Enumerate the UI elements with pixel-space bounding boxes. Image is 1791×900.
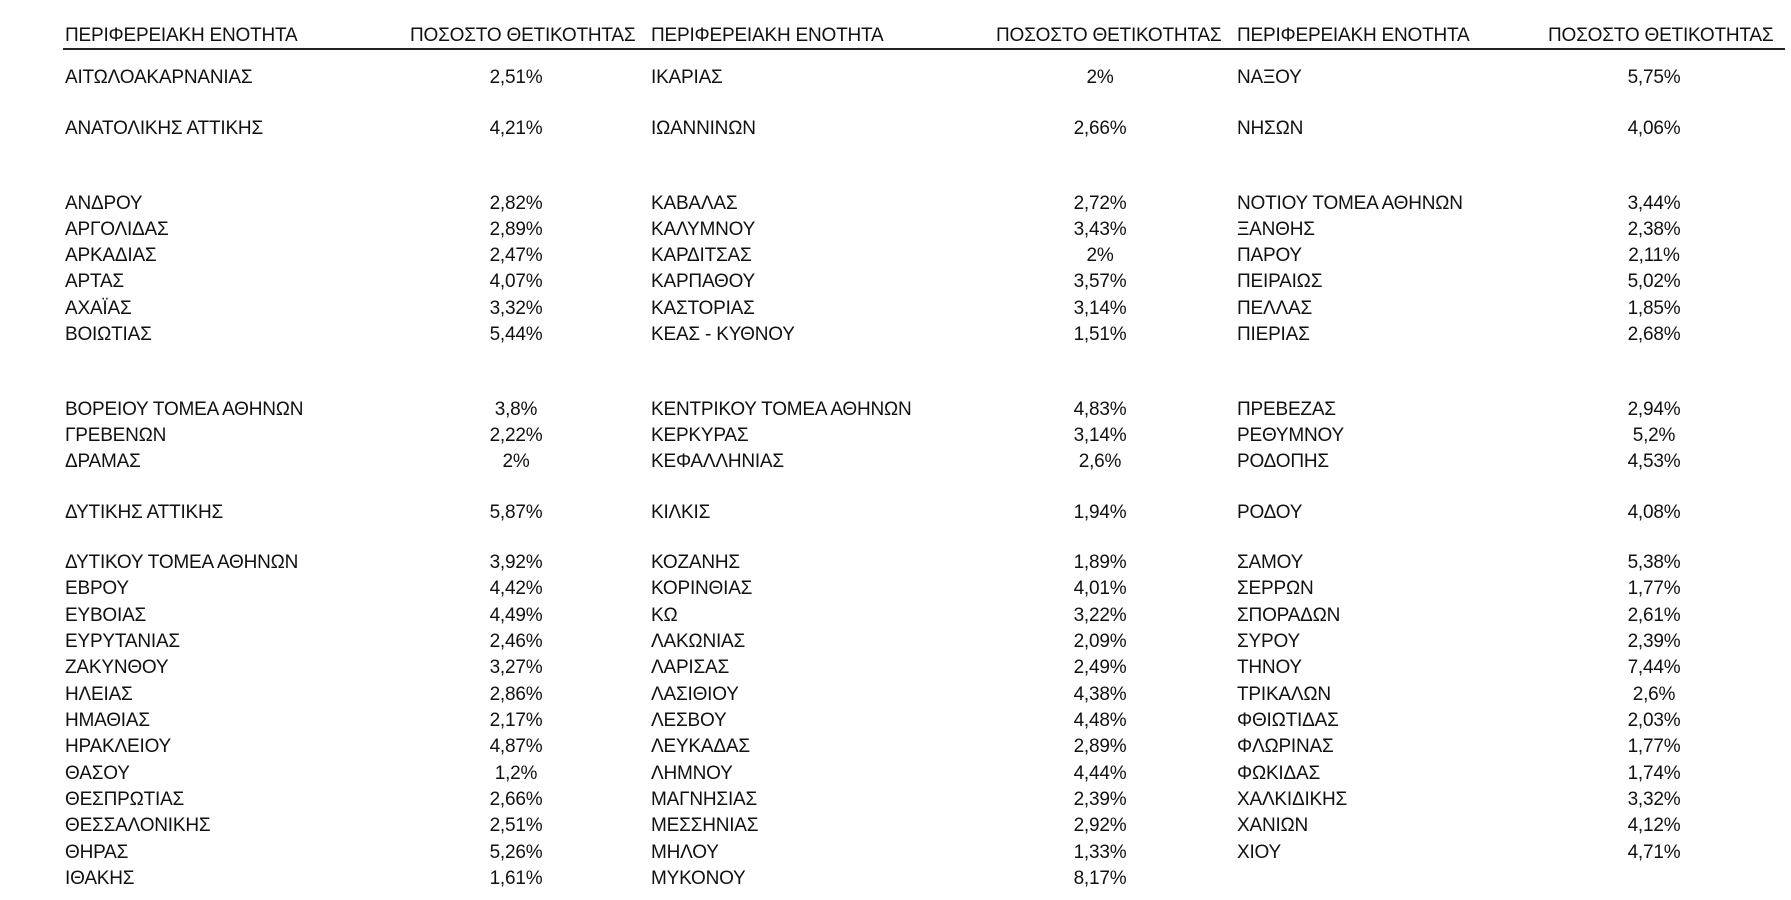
region-name: ΣΠΟΡΑΔΩΝ — [1237, 605, 1341, 626]
positivity-rate: 2,47% — [489, 245, 543, 266]
positivity-rate: 4,53% — [1627, 451, 1681, 472]
positivity-rate: 4,08% — [1627, 502, 1681, 523]
region-name: ΣΑΜΟΥ — [1237, 552, 1304, 573]
positivity-rate: 1,85% — [1627, 298, 1681, 319]
positivity-rate: 1,33% — [1073, 842, 1127, 863]
positivity-rate: 2% — [1086, 67, 1114, 88]
region-name: ΠΑΡΟΥ — [1237, 245, 1302, 266]
positivity-rate: 1,94% — [1073, 502, 1127, 523]
column-header-region: ΠΕΡΙΦΕΡΕΙΑΚΗ ΕΝΟΤΗΤΑ — [651, 25, 884, 46]
positivity-rate: 2% — [1086, 245, 1114, 266]
positivity-rate: 2,39% — [1627, 631, 1681, 652]
region-name: ΒΟΙΩΤΙΑΣ — [65, 324, 152, 345]
region-name: ΚΑΒΑΛΑΣ — [651, 193, 738, 214]
region-name: ΗΡΑΚΛΕΙΟΥ — [65, 736, 172, 757]
positivity-rate: 1,61% — [489, 868, 543, 889]
column-header-region: ΠΕΡΙΦΕΡΕΙΑΚΗ ΕΝΟΤΗΤΑ — [1237, 25, 1470, 46]
positivity-rate: 2,39% — [1073, 789, 1127, 810]
region-name: ΑΡΓΟΛΙΔΑΣ — [65, 219, 169, 240]
positivity-rate: 5,44% — [489, 324, 543, 345]
region-name: ΡΟΔΟΠΗΣ — [1237, 451, 1329, 472]
region-name: ΕΥΒΟΙΑΣ — [65, 605, 147, 626]
positivity-rate: 2% — [502, 451, 530, 472]
positivity-rate: 1,2% — [494, 763, 538, 784]
region-name: ΦΘΙΩΤΙΔΑΣ — [1237, 710, 1339, 731]
region-name: ΘΕΣΣΑΛΟΝΙΚΗΣ — [65, 815, 211, 836]
region-name: ΚΑΡΔΙΤΣΑΣ — [651, 245, 752, 266]
column-header-rate: ΠΟΣΟΣΤΟ ΘΕΤΙΚΟΤΗΤΑΣ — [410, 25, 636, 46]
header-underline — [63, 48, 1785, 50]
positivity-rate: 5,38% — [1627, 552, 1681, 573]
positivity-rate: 2,68% — [1627, 324, 1681, 345]
region-name: ΜΕΣΣΗΝΙΑΣ — [651, 815, 759, 836]
positivity-rate: 2,17% — [489, 710, 543, 731]
region-name: ΧΙΟΥ — [1237, 842, 1281, 863]
positivity-rate: 2,6% — [1632, 684, 1676, 705]
positivity-rate: 2,66% — [489, 789, 543, 810]
region-name: ΦΩΚΙΔΑΣ — [1237, 763, 1321, 784]
region-name: ΒΟΡΕΙΟΥ ΤΟΜΕΑ ΑΘΗΝΩΝ — [65, 399, 304, 420]
positivity-rate: 1,77% — [1627, 578, 1681, 599]
positivity-rate: 3,92% — [489, 552, 543, 573]
region-name: ΛΕΥΚΑΔΑΣ — [651, 736, 750, 757]
positivity-rate: 2,49% — [1073, 657, 1127, 678]
region-name: ΛΑΡΙΣΑΣ — [651, 657, 730, 678]
region-name: ΑΧΑΪΑΣ — [65, 298, 132, 319]
positivity-rate: 5,26% — [489, 842, 543, 863]
column-header-region: ΠΕΡΙΦΕΡΕΙΑΚΗ ΕΝΟΤΗΤΑ — [65, 25, 298, 46]
region-name: ΠΡΕΒΕΖΑΣ — [1237, 399, 1336, 420]
positivity-rate: 4,21% — [489, 118, 543, 139]
region-name: ΓΡΕΒΕΝΩΝ — [65, 425, 167, 446]
positivity-rate: 5,75% — [1627, 67, 1681, 88]
positivity-rate: 5,2% — [1632, 425, 1676, 446]
positivity-rate: 3,14% — [1073, 425, 1127, 446]
region-name: ΝΗΣΩΝ — [1237, 118, 1304, 139]
positivity-rate: 4,12% — [1627, 815, 1681, 836]
positivity-rate: 4,38% — [1073, 684, 1127, 705]
positivity-rate: 3,57% — [1073, 271, 1127, 292]
region-name: ΖΑΚΥΝΘΟΥ — [65, 657, 169, 678]
region-name: ΡΕΘΥΜΝΟΥ — [1237, 425, 1344, 446]
positivity-rate: 4,01% — [1073, 578, 1127, 599]
positivity-rate: 4,49% — [489, 605, 543, 626]
region-name: ΑΝΔΡΟΥ — [65, 193, 143, 214]
region-name: ΡΟΔΟΥ — [1237, 502, 1303, 523]
positivity-rate: 4,87% — [489, 736, 543, 757]
region-name: ΣΕΡΡΩΝ — [1237, 578, 1314, 599]
positivity-rate: 2,46% — [489, 631, 543, 652]
region-name: ΑΝΑΤΟΛΙΚΗΣ ΑΤΤΙΚΗΣ — [65, 118, 263, 139]
region-name: ΜΗΛΟΥ — [651, 842, 719, 863]
region-name: ΚΑΡΠΑΘΟΥ — [651, 271, 756, 292]
region-name: ΚΕΡΚΥΡΑΣ — [651, 425, 749, 446]
region-name: ΔΡΑΜΑΣ — [65, 451, 141, 472]
region-name: ΙΘΑΚΗΣ — [65, 868, 135, 889]
region-name: ΠΕΛΛΑΣ — [1237, 298, 1312, 319]
positivity-rate: 2,66% — [1073, 118, 1127, 139]
positivity-rate: 4,48% — [1073, 710, 1127, 731]
positivity-rate: 2,51% — [489, 67, 543, 88]
region-name: ΧΑΛΚΙΔΙΚΗΣ — [1237, 789, 1348, 810]
region-name: ΞΑΝΘΗΣ — [1237, 219, 1315, 240]
positivity-rate: 4,42% — [489, 578, 543, 599]
region-name: ΙΩΑΝΝΙΝΩΝ — [651, 118, 756, 139]
region-name: ΤΗΝΟΥ — [1237, 657, 1302, 678]
region-name: ΑΙΤΩΛΟΑΚΑΡΝΑΝΙΑΣ — [65, 67, 253, 88]
region-name: ΚΑΣΤΟΡΙΑΣ — [651, 298, 755, 319]
region-name: ΛΑΚΩΝΙΑΣ — [651, 631, 746, 652]
positivity-rate: 5,87% — [489, 502, 543, 523]
region-name: ΚΑΛΥΜΝΟΥ — [651, 219, 756, 240]
region-name: ΛΗΜΝΟΥ — [651, 763, 733, 784]
region-name: ΜΑΓΝΗΣΙΑΣ — [651, 789, 758, 810]
region-name: ΚΟΡΙΝΘΙΑΣ — [651, 578, 753, 599]
positivity-rate: 2,51% — [489, 815, 543, 836]
region-name: ΠΙΕΡΙΑΣ — [1237, 324, 1310, 345]
positivity-rate: 2,03% — [1627, 710, 1681, 731]
region-name: ΛΕΣΒΟΥ — [651, 710, 727, 731]
region-name: ΗΛΕΙΑΣ — [65, 684, 133, 705]
region-name: ΘΗΡΑΣ — [65, 842, 129, 863]
positivity-rate: 2,94% — [1627, 399, 1681, 420]
positivity-rate: 4,06% — [1627, 118, 1681, 139]
positivity-rate: 1,74% — [1627, 763, 1681, 784]
region-name: ΚΕΦΑΛΛΗΝΙΑΣ — [651, 451, 784, 472]
positivity-rate: 2,22% — [489, 425, 543, 446]
positivity-rate: 3,14% — [1073, 298, 1127, 319]
positivity-rate: 1,89% — [1073, 552, 1127, 573]
region-name: ΗΜΑΘΙΑΣ — [65, 710, 150, 731]
positivity-rate: 1,51% — [1073, 324, 1127, 345]
region-name: ΜΥΚΟΝΟΥ — [651, 868, 746, 889]
positivity-rate: 2,72% — [1073, 193, 1127, 214]
positivity-rate: 3,27% — [489, 657, 543, 678]
positivity-rate: 4,83% — [1073, 399, 1127, 420]
positivity-rate: 2,86% — [489, 684, 543, 705]
region-name: ΣΥΡΟΥ — [1237, 631, 1300, 652]
region-name: ΑΡΤΑΣ — [65, 271, 124, 292]
positivity-rate: 2,11% — [1628, 245, 1680, 266]
positivity-rate: 4,71% — [1627, 842, 1681, 863]
positivity-rate: 7,44% — [1627, 657, 1681, 678]
region-name: ΔΥΤΙΚΟΥ ΤΟΜΕΑ ΑΘΗΝΩΝ — [65, 552, 299, 573]
region-name: ΚΕΑΣ - ΚΥΘΝΟΥ — [651, 324, 795, 345]
region-name: ΔΥΤΙΚΗΣ ΑΤΤΙΚΗΣ — [65, 502, 224, 523]
positivity-rate: 2,89% — [489, 219, 543, 240]
positivity-rate: 3,32% — [1627, 789, 1681, 810]
positivity-rate: 2,61% — [1627, 605, 1681, 626]
positivity-rate: 3,43% — [1073, 219, 1127, 240]
positivity-rate: 3,44% — [1627, 193, 1681, 214]
region-name: ΙΚΑΡΙΑΣ — [651, 67, 723, 88]
positivity-rate: 3,22% — [1073, 605, 1127, 626]
positivity-rate: 2,82% — [489, 193, 543, 214]
positivity-rate: 2,89% — [1073, 736, 1127, 757]
column-header-rate: ΠΟΣΟΣΤΟ ΘΕΤΙΚΟΤΗΤΑΣ — [996, 25, 1222, 46]
region-name: ΚΩ — [651, 605, 678, 626]
region-name: ΧΑΝΙΩΝ — [1237, 815, 1309, 836]
region-name: ΛΑΣΙΘΙΟΥ — [651, 684, 739, 705]
positivity-rate: 4,44% — [1073, 763, 1127, 784]
column-header-rate: ΠΟΣΟΣΤΟ ΘΕΤΙΚΟΤΗΤΑΣ — [1548, 25, 1774, 46]
positivity-rate: 2,38% — [1627, 219, 1681, 240]
region-name: ΠΕΙΡΑΙΩΣ — [1237, 271, 1323, 292]
positivity-rate: 3,8% — [494, 399, 538, 420]
region-name: ΕΥΡΥΤΑΝΙΑΣ — [65, 631, 180, 652]
positivity-rate: 5,02% — [1627, 271, 1681, 292]
region-name: ΚΙΛΚΙΣ — [651, 502, 711, 523]
positivity-rate: 3,32% — [489, 298, 543, 319]
positivity-rate: 4,07% — [489, 271, 543, 292]
positivity-rate: 2,09% — [1073, 631, 1127, 652]
positivity-rate: 1,77% — [1627, 736, 1681, 757]
region-name: ΘΑΣΟΥ — [65, 763, 130, 784]
positivity-rate: 2,6% — [1078, 451, 1122, 472]
region-name: ΤΡΙΚΑΛΩΝ — [1237, 684, 1331, 705]
region-name: ΦΛΩΡΙΝΑΣ — [1237, 736, 1334, 757]
region-name: ΝΟΤΙΟΥ ΤΟΜΕΑ ΑΘΗΝΩΝ — [1237, 193, 1463, 214]
region-name: ΚΕΝΤΡΙΚΟΥ ΤΟΜΕΑ ΑΘΗΝΩΝ — [651, 399, 912, 420]
positivity-rate: 2,92% — [1073, 815, 1127, 836]
region-name: ΝΑΞΟΥ — [1237, 67, 1302, 88]
region-name: ΕΒΡΟΥ — [65, 578, 129, 599]
positivity-rate: 8,17% — [1073, 868, 1127, 889]
region-name: ΘΕΣΠΡΩΤΙΑΣ — [65, 789, 185, 810]
region-name: ΚΟΖΑΝΗΣ — [651, 552, 740, 573]
region-name: ΑΡΚΑΔΙΑΣ — [65, 245, 157, 266]
